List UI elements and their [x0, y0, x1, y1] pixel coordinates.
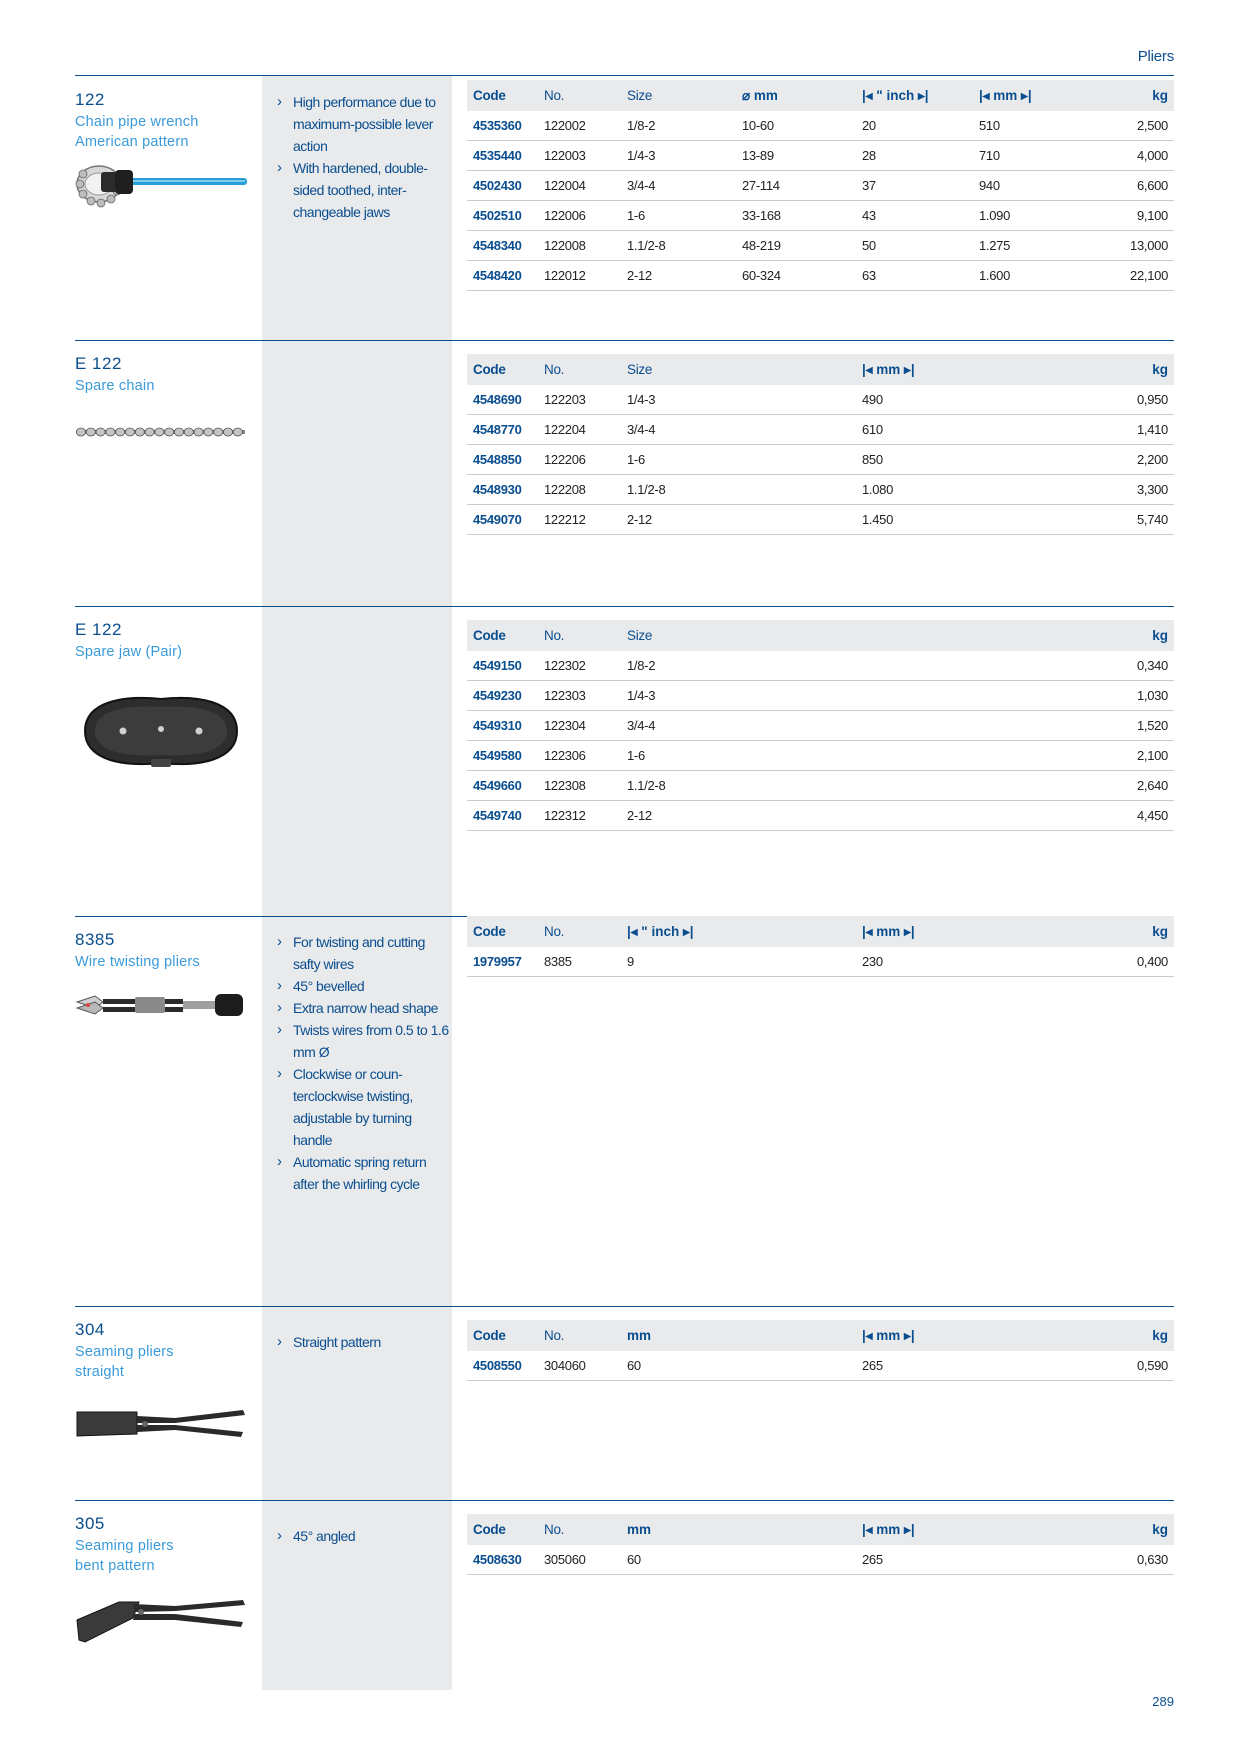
table-cell: 1.1/2-8 — [627, 238, 666, 253]
feature-item — [277, 1525, 452, 1547]
product-subtitle — [75, 642, 182, 662]
table-cell: 2,500 — [1136, 118, 1168, 133]
table-cell: 0,340 — [1136, 658, 1168, 673]
mm-length-icon: |◂ mm ▸| — [862, 924, 915, 939]
diameter-icon: ⌀ mm — [742, 88, 778, 103]
col-no-header: No. — [544, 924, 565, 939]
table-cell: 22,100 — [1130, 268, 1168, 283]
inch-length-icon: |◂ " inch ▸| — [862, 88, 929, 103]
feature-list — [277, 931, 452, 1195]
feature-item — [277, 975, 452, 997]
chevron-right-icon: › — [277, 1065, 282, 1082]
table-cell: 4,000 — [1136, 148, 1168, 163]
table-header-row — [467, 80, 1174, 111]
col-size-header: Size — [627, 628, 653, 643]
table-row — [467, 711, 1174, 741]
table-cell: 850 — [862, 452, 883, 467]
table-cell: 4,450 — [1136, 808, 1168, 823]
product-section-122 — [75, 76, 1174, 304]
table-cell: 940 — [979, 178, 1000, 193]
article-code-cell: 1979957 — [473, 954, 522, 969]
table-cell: 1.080 — [862, 482, 894, 497]
table-cell: 122312 — [544, 808, 586, 823]
table-cell: 1/8-2 — [627, 658, 656, 673]
feature-item — [277, 1063, 452, 1151]
table-cell: 122004 — [544, 178, 586, 193]
chevron-right-icon: › — [277, 1527, 282, 1544]
table-cell: 122003 — [544, 148, 586, 163]
mm-length-icon: |◂ mm ▸| — [979, 88, 1032, 103]
table-cell: 28 — [862, 148, 876, 163]
seaming-pliers-bent-image — [75, 1596, 247, 1646]
section-divider — [75, 1500, 1174, 1501]
jaw-width-icon: mm — [627, 1522, 652, 1537]
weight-icon: kg — [1152, 1328, 1168, 1343]
feature-text: 45° bevelled — [293, 978, 365, 994]
table-cell: 48-219 — [742, 238, 781, 253]
table-cell: 710 — [979, 148, 1000, 163]
feature-item — [277, 931, 452, 975]
col-no-header: No. — [544, 628, 565, 643]
table-cell: 3/4-4 — [627, 718, 656, 733]
article-code-cell: 4549150 — [473, 658, 522, 673]
chevron-right-icon: › — [277, 1021, 282, 1038]
table-cell: 1-6 — [627, 208, 645, 223]
product-section-8385 — [75, 916, 1174, 1306]
mm-length-icon: |◂ mm ▸| — [862, 1328, 915, 1343]
table-row — [467, 445, 1174, 475]
product-subtitle — [75, 112, 199, 152]
inch-length-icon: |◂ " inch ▸| — [627, 924, 694, 939]
feature-item — [277, 997, 452, 1019]
subtitle-line: Seaming pliers — [75, 1538, 174, 1554]
table-row — [467, 171, 1174, 201]
product-section-304 — [75, 1306, 1174, 1500]
chevron-right-icon: › — [277, 93, 282, 110]
feature-item — [277, 1019, 452, 1063]
table-cell: 1,410 — [1136, 422, 1168, 437]
article-code-cell: 4548420 — [473, 268, 522, 283]
table-header-row — [467, 620, 1174, 651]
subtitle-line: bent pattern — [75, 1558, 155, 1574]
article-code-cell: 4535440 — [473, 148, 522, 163]
product-table — [467, 916, 1174, 977]
table-cell: 1.275 — [979, 238, 1011, 253]
table-cell: 490 — [862, 392, 883, 407]
col-code-header: Code — [473, 1328, 506, 1343]
table-cell: 0,630 — [1136, 1552, 1168, 1567]
weight-icon: kg — [1152, 1522, 1168, 1537]
page-category-title: Pliers — [1137, 48, 1174, 65]
subtitle-line: Wire twisting pliers — [75, 954, 200, 970]
table-cell: 1,030 — [1136, 688, 1168, 703]
article-code-cell: 4548930 — [473, 482, 522, 497]
mm-length-icon: |◂ mm ▸| — [862, 362, 915, 377]
article-code-cell: 4549580 — [473, 748, 522, 763]
table-cell: 2-12 — [627, 808, 652, 823]
table-cell: 0,950 — [1136, 392, 1168, 407]
table-cell: 230 — [862, 954, 883, 969]
table-row — [467, 415, 1174, 445]
col-no-header: No. — [544, 88, 565, 103]
table-cell: 13,000 — [1130, 238, 1168, 253]
table-cell: 305060 — [544, 1552, 586, 1567]
article-code-cell: 4549230 — [473, 688, 522, 703]
jaw-width-icon: mm — [627, 1328, 652, 1343]
table-cell: 2,640 — [1136, 778, 1168, 793]
subtitle-line: American pattern — [75, 134, 189, 150]
table-row — [467, 651, 1174, 681]
table-header-row — [467, 354, 1174, 385]
table-cell: 3/4-4 — [627, 178, 656, 193]
table-cell: 50 — [862, 238, 876, 253]
table-row — [467, 385, 1174, 415]
table-row — [467, 201, 1174, 231]
table-cell: 122204 — [544, 422, 586, 437]
feature-text: With hardened, double-sided toothed, inter-changeable jaws — [293, 160, 428, 220]
table-row — [467, 947, 1174, 977]
table-cell: 0,400 — [1136, 954, 1168, 969]
article-code-cell: 4548770 — [473, 422, 522, 437]
col-code-header: Code — [473, 362, 506, 377]
table-cell: 265 — [862, 1552, 883, 1567]
table-cell: 1.090 — [979, 208, 1011, 223]
article-code-cell: 4548850 — [473, 452, 522, 467]
feature-text: Clockwise or coun-terclockwise twisting, adjustable by turning handle — [293, 1066, 413, 1148]
product-table — [467, 1320, 1174, 1381]
table-row — [467, 231, 1174, 261]
page-number: 289 — [1152, 1694, 1174, 1709]
table-cell: 2-12 — [627, 512, 652, 527]
feature-list — [277, 1331, 452, 1353]
article-code-cell: 4548690 — [473, 392, 522, 407]
table-cell: 6,600 — [1136, 178, 1168, 193]
table-row — [467, 141, 1174, 171]
feature-list — [277, 1525, 452, 1547]
table-cell: 1-6 — [627, 748, 645, 763]
table-header-row — [467, 1320, 1174, 1351]
feature-text: Twists wires from 0.5 to 1.6 mm Ø — [293, 1022, 449, 1060]
table-row — [467, 261, 1174, 291]
table-cell: 265 — [862, 1358, 883, 1373]
table-cell: 122002 — [544, 118, 586, 133]
col-code-header: Code — [473, 628, 506, 643]
table-cell: 3/4-4 — [627, 422, 656, 437]
weight-icon: kg — [1152, 924, 1168, 939]
col-no-header: No. — [544, 1522, 565, 1537]
chain-pipe-wrench-image — [75, 164, 247, 208]
table-cell: 0,590 — [1136, 1358, 1168, 1373]
section-divider — [75, 606, 1174, 607]
chevron-right-icon: › — [277, 159, 282, 176]
table-cell: 33-168 — [742, 208, 781, 223]
table-cell: 1/4-3 — [627, 392, 656, 407]
table-cell: 1.1/2-8 — [627, 482, 666, 497]
table-cell: 122302 — [544, 658, 586, 673]
table-row — [467, 111, 1174, 141]
article-code-cell: 4549310 — [473, 718, 522, 733]
feature-item — [277, 1151, 452, 1195]
feature-item — [277, 157, 452, 223]
feature-text: Straight pattern — [293, 1334, 381, 1350]
article-code-cell: 4508630 — [473, 1552, 522, 1567]
feature-item — [277, 1331, 452, 1353]
chevron-right-icon: › — [277, 999, 282, 1016]
product-table — [467, 1514, 1174, 1575]
article-code-cell: 4508550 — [473, 1358, 522, 1373]
table-cell: 1.1/2-8 — [627, 778, 666, 793]
product-number: 305 — [75, 1514, 105, 1533]
table-cell: 122006 — [544, 208, 586, 223]
feature-text: High performance due to maximum-possible lever action — [293, 94, 436, 154]
weight-icon: kg — [1152, 628, 1168, 643]
table-cell: 122308 — [544, 778, 586, 793]
table-cell: 1.450 — [862, 512, 894, 527]
feature-text: 45° angled — [293, 1528, 356, 1544]
table-cell: 63 — [862, 268, 876, 283]
article-code-cell: 4502510 — [473, 208, 522, 223]
table-row — [467, 1545, 1174, 1575]
table-row — [467, 505, 1174, 535]
subtitle-line: Chain pipe wrench — [75, 114, 199, 130]
table-cell: 2,200 — [1136, 452, 1168, 467]
product-table — [467, 354, 1174, 535]
table-cell: 60 — [627, 1552, 641, 1567]
table-row — [467, 475, 1174, 505]
subtitle-line: Spare jaw (Pair) — [75, 644, 183, 660]
product-subtitle — [75, 952, 200, 972]
table-cell: 122304 — [544, 718, 586, 733]
table-row — [467, 681, 1174, 711]
table-cell: 1/8-2 — [627, 118, 656, 133]
article-code-cell: 4549660 — [473, 778, 522, 793]
spare-jaw-image — [75, 691, 247, 771]
col-code-header: Code — [473, 1522, 506, 1537]
table-row — [467, 741, 1174, 771]
table-cell: 27-114 — [742, 178, 780, 193]
article-code-cell: 4548340 — [473, 238, 522, 253]
table-cell: 5,740 — [1136, 512, 1168, 527]
table-cell: 3,300 — [1136, 482, 1168, 497]
product-section-e122-jaw — [75, 606, 1174, 916]
product-section-305 — [75, 1500, 1174, 1690]
table-cell: 122203 — [544, 392, 586, 407]
table-row — [467, 771, 1174, 801]
table-cell: 122212 — [544, 512, 586, 527]
table-cell: 20 — [862, 118, 876, 133]
weight-icon: kg — [1152, 362, 1168, 377]
table-header-row — [467, 916, 1174, 947]
feature-text: For twisting and cutting safty wires — [293, 934, 425, 972]
table-cell: 122208 — [544, 482, 586, 497]
table-cell: 9,100 — [1136, 208, 1168, 223]
product-number: 122 — [75, 90, 105, 109]
article-code-cell: 4549740 — [473, 808, 522, 823]
wire-twisting-pliers-image — [75, 988, 247, 1022]
feature-item — [277, 91, 452, 157]
table-cell: 122008 — [544, 238, 586, 253]
spare-chain-image — [75, 425, 247, 439]
table-cell: 1,520 — [1136, 718, 1168, 733]
feature-list — [277, 91, 452, 223]
table-cell: 2,100 — [1136, 748, 1168, 763]
col-size-header: Size — [627, 88, 653, 103]
feature-text: Automatic spring return after the whirling cycle — [293, 1154, 427, 1192]
subtitle-line: Spare chain — [75, 378, 155, 394]
table-cell: 43 — [862, 208, 876, 223]
product-section-e122-chain — [75, 340, 1174, 606]
product-number: 304 — [75, 1320, 105, 1339]
table-cell: 122306 — [544, 748, 586, 763]
product-number: E 122 — [75, 620, 122, 639]
table-cell: 60-324 — [742, 268, 781, 283]
chevron-right-icon: › — [277, 933, 282, 950]
product-subtitle — [75, 376, 155, 396]
table-cell: 8385 — [544, 954, 572, 969]
article-code-cell: 4549070 — [473, 512, 522, 527]
table-cell: 122303 — [544, 688, 586, 703]
table-row — [467, 1351, 1174, 1381]
col-code-header: Code — [473, 88, 506, 103]
table-cell: 10-60 — [742, 118, 774, 133]
section-divider — [75, 340, 1174, 341]
weight-icon: kg — [1152, 88, 1168, 103]
section-divider — [75, 1306, 1174, 1307]
table-row — [467, 801, 1174, 831]
feature-text: Extra narrow head shape — [293, 1000, 438, 1016]
table-cell: 122206 — [544, 452, 586, 467]
chevron-right-icon: › — [277, 1333, 282, 1350]
subtitle-line: straight — [75, 1364, 125, 1380]
product-number: E 122 — [75, 354, 122, 373]
article-code-cell: 4502430 — [473, 178, 522, 193]
article-code-cell: 4535360 — [473, 118, 522, 133]
seaming-pliers-straight-image — [75, 1406, 247, 1440]
product-subtitle — [75, 1342, 174, 1382]
table-cell: 60 — [627, 1358, 641, 1373]
product-table — [467, 80, 1174, 291]
col-size-header: Size — [627, 362, 653, 377]
product-table — [467, 620, 1174, 831]
col-no-header: No. — [544, 362, 565, 377]
table-cell: 1.600 — [979, 268, 1011, 283]
col-code-header: Code — [473, 924, 506, 939]
table-cell: 37 — [862, 178, 876, 193]
subtitle-line: Seaming pliers — [75, 1344, 174, 1360]
table-cell: 9 — [627, 954, 634, 969]
table-cell: 122012 — [544, 268, 586, 283]
table-cell: 1-6 — [627, 452, 645, 467]
mm-length-icon: |◂ mm ▸| — [862, 1522, 915, 1537]
col-no-header: No. — [544, 1328, 565, 1343]
table-cell: 1/4-3 — [627, 688, 656, 703]
table-cell: 304060 — [544, 1358, 586, 1373]
table-cell: 1/4-3 — [627, 148, 656, 163]
table-cell: 610 — [862, 422, 883, 437]
table-cell: 510 — [979, 118, 1000, 133]
chevron-right-icon: › — [277, 1153, 282, 1170]
table-header-row — [467, 1514, 1174, 1545]
product-subtitle — [75, 1536, 174, 1576]
product-number: 8385 — [75, 930, 115, 949]
table-cell: 13-89 — [742, 148, 774, 163]
table-cell: 2-12 — [627, 268, 652, 283]
chevron-right-icon: › — [277, 977, 282, 994]
